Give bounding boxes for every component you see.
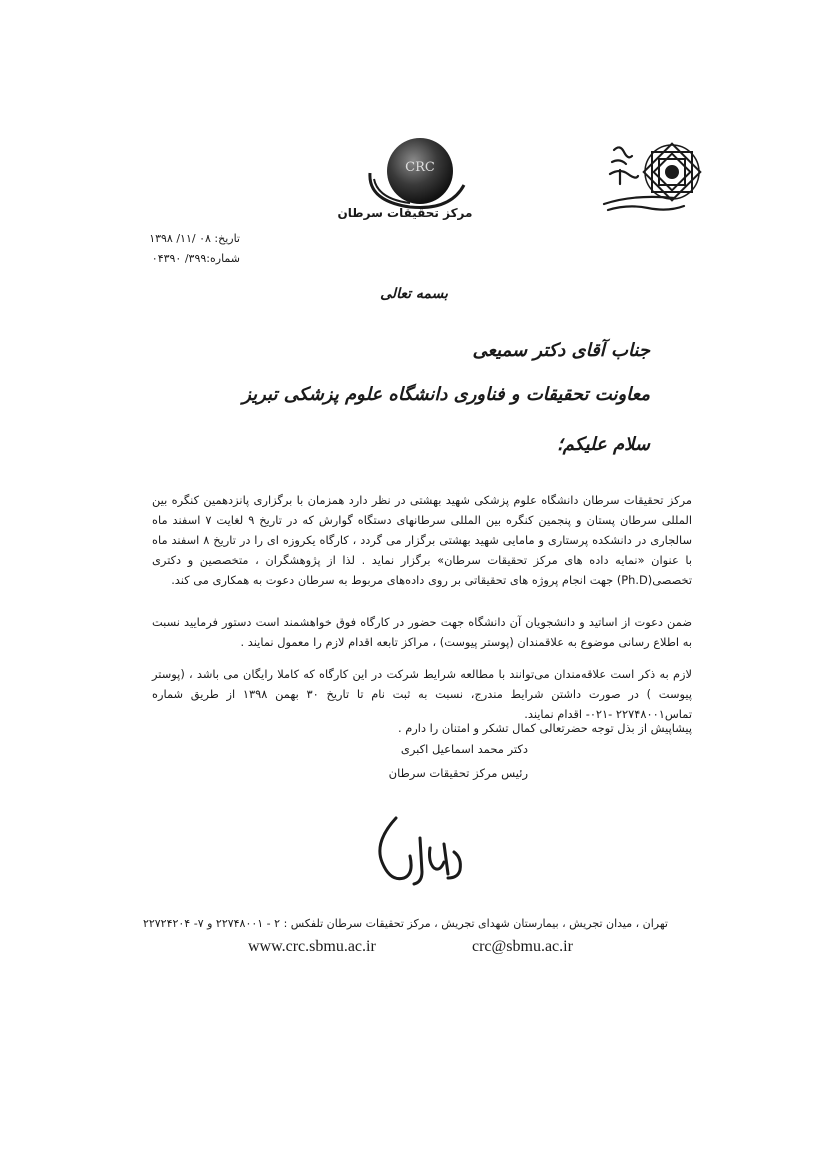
body-paragraph-2: ضمن دعوت از اساتید و دانشجویان آن دانشگاه جهت حضور در کارگاه فوق خواهشمند است دستور فرمایید نسبت به اطلاع رسانی موضوع به علاقمندان (پوستر پیوست) ، مراکز تابعه اقدام لازم را معمول نمایند . bbox=[152, 615, 692, 649]
letter-date: تاریخ: ۰۸ /۱۱/ ۱۳۹۸ bbox=[149, 232, 240, 245]
body-paragraph-1: مرکز تحقیقات سرطان دانشگاه علوم پزشکی شهید بهشتی در نظر دارد همزمان با برگزاری پانزدهمین کنگره بین المللی سرطان پستان و پنجمین کنگره بین المللی سرطانهای دستگاه گوارش که در تاریخ ۹ لغایت ۷ اسفند ماه سالجاری در دانشکده پرستاری و مامایی شهید بهشتی برگزار می گردد ، کارگاه یکروزه ای را در تاریخ ۸ اسفند ماه با عنوان «نمایه داده های مرکز تحقیقات سرطان» برگزار نماید . لذا از پژوهشگران ، متخصصین و دکتری تخصصی(Ph.D) جهت انجام پروژه های تحقیقاتی بر روی داده‌های مربوط به سرطان دعوت به همکاری می کند. bbox=[152, 493, 692, 587]
crc-logo-text: CRC bbox=[405, 160, 435, 175]
body-paragraph-4: پیشاپیش از بذل توجه حضرتعالی کمال تشکر و امتنان را دارم . bbox=[397, 721, 692, 735]
invocation: بسمه تعالی bbox=[380, 286, 448, 302]
center-caption: مرکز تحقیقات سرطان bbox=[337, 206, 473, 220]
signatory-title: رئیس مرکز تحقیقات سرطان bbox=[388, 766, 528, 780]
addressee-office: معاونت تحقیقات و فناوری دانشگاه علوم پزشکی تبریز bbox=[242, 384, 650, 405]
handwritten-signature bbox=[370, 808, 470, 888]
greeting: سلام علیکم؛ bbox=[556, 434, 650, 455]
footer-website-link[interactable]: www.crc.sbmu.ac.ir bbox=[248, 938, 376, 955]
university-emblem-icon bbox=[600, 138, 702, 220]
footer-address: تهران ، میدان تجریش ، بیمارستان شهدای تجریش ، مرکز تحقیقات سرطان تلفکس : ۲ - ۲۲۷۴۸۰۰۱ و ۷- ۲۲۷۲۴۲۰۴ bbox=[142, 917, 668, 930]
addressee-name: جناب آقای دکتر سمیعی bbox=[472, 340, 650, 361]
letter-number: شماره:۳۹۹/ ۰۴۳۹۰ bbox=[151, 252, 240, 265]
footer-email-link[interactable]: crc@sbmu.ac.ir bbox=[472, 938, 573, 955]
body-paragraph-3: لازم به ذکر است علاقه‌مندان می‌توانند با مطالعه شرایط شرکت در این کارگاه که کاملا رایگان می باشد ، (پوستر پیوست ) در صورت داشتن شرایط مندرج، نسبت به ثبت نام تا تاریخ ۳۰ بهمن ۱۳۹۸ از طریق شماره تماس۲۲۷۴۸۰۰۱ -۰۲۱- اقدام نمایند. bbox=[152, 667, 692, 721]
crc-globe-logo-icon bbox=[366, 133, 466, 215]
signatory-name: دکتر محمد اسماعیل اکبری bbox=[400, 742, 528, 756]
